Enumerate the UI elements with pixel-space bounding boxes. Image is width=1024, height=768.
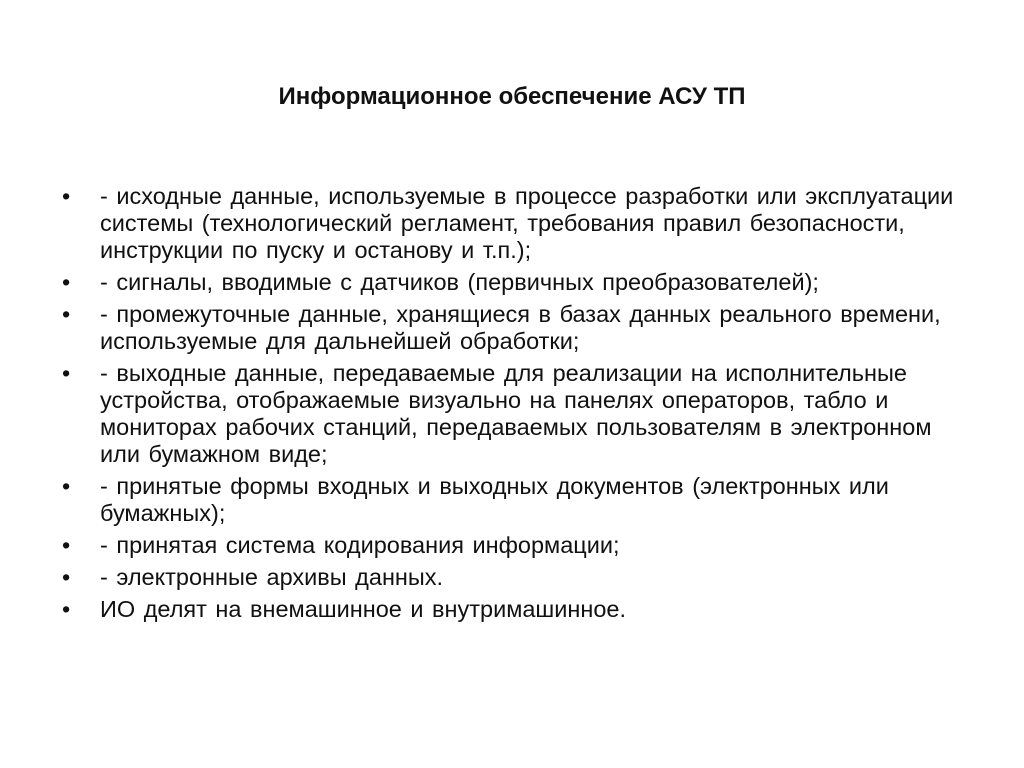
bullet-text: - сигналы, вводимые с датчиков (первичных преобразователей); — [100, 269, 819, 295]
bullet-icon: • — [62, 269, 71, 295]
list-item — [62, 360, 962, 468]
list-item — [62, 473, 962, 527]
bullet-text: - электронные архивы данных. — [100, 564, 444, 590]
bullet-icon: • — [62, 532, 71, 558]
bullet-text: - принятые формы входных и выходных документов (электронных или бумажных); — [100, 473, 889, 526]
bullet-text: ИО делят на внемашинное и внутримашинное. — [100, 596, 627, 622]
bullet-text: - принятая система кодирования информации; — [100, 532, 620, 558]
list-item — [62, 564, 962, 591]
list-item — [62, 596, 962, 623]
slide-title: Информационное обеспечение АСУ ТП — [278, 83, 746, 110]
bullet-list — [62, 183, 962, 628]
bullet-text: - промежуточные данные, хранящиеся в базах данных реального времени, используемые для дальнейшей обработки; — [100, 301, 941, 354]
bullet-icon: • — [62, 564, 71, 590]
bullet-text: - выходные данные, передаваемые для реализации на исполнительные устройства, отображаемые визуально на панелях операторов, табло и мониторах рабочих станций, передаваемых пользователям в электронном или бумажном виде; — [100, 360, 932, 467]
list-item — [62, 183, 962, 264]
bullet-icon: • — [62, 183, 71, 209]
list-item — [62, 532, 962, 559]
bullet-icon: • — [62, 360, 71, 386]
bullet-icon: • — [62, 596, 71, 622]
list-item — [62, 301, 962, 355]
bullet-icon: • — [62, 473, 71, 499]
list-item — [62, 269, 962, 296]
bullet-text: - исходные данные, используемые в процессе разработки или эксплуатации системы (технологический регламент, требования правил безопасности, инструкции по пуску и останову и т.п.); — [100, 183, 954, 263]
bullet-icon: • — [62, 301, 71, 327]
